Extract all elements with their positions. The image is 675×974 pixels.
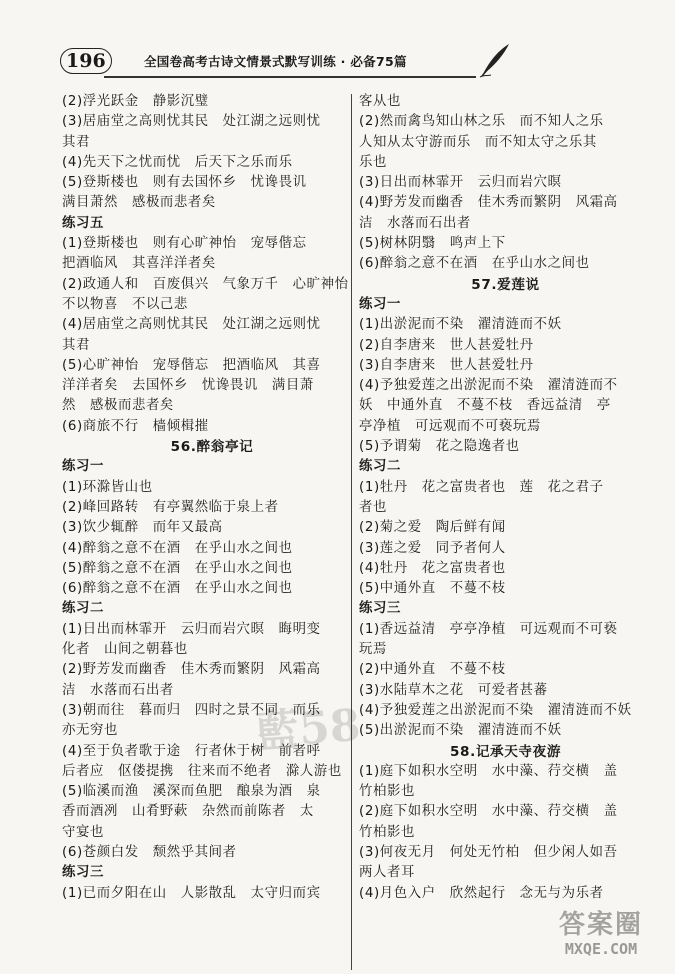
answer-line: 玩焉	[359, 642, 387, 658]
answer-line: (2)政通人和 百废俱兴 气象万千 心旷神怡	[62, 276, 349, 292]
answer-line: 客从也	[359, 94, 401, 109]
answer-line: (3)莲之爱 同予者何人	[359, 540, 506, 556]
column-divider	[351, 94, 352, 970]
answer-line: (2)自李唐来 世人甚爱牡丹	[359, 337, 534, 353]
stamp-title: 答案圈	[558, 910, 643, 940]
answer-line: (6)醉翁之意不在酒 在乎山水之间也	[62, 581, 293, 597]
page-header	[60, 46, 620, 86]
answer-line: (1)日出而林霏开 云归而岩穴暝 晦明变	[62, 621, 321, 637]
answer-line: (1)登斯楼也 则有心旷神怡 宠辱偕忘	[62, 236, 307, 252]
exercise-heading: 练习三	[62, 865, 104, 881]
section-title: 56.醉翁亭记	[170, 439, 254, 456]
exercise-heading: 练习五	[62, 215, 104, 231]
answer-line: (5)予谓菊 花之隐逸者也	[359, 439, 520, 455]
quill-pen-icon	[478, 42, 512, 78]
answer-line: (1)已而夕阳在山 人影散乱 太守归而宾	[62, 885, 321, 901]
answer-line: (3)朝而往 暮而归 四时之景不同 而乐	[62, 702, 321, 718]
watermark: 藍58	[253, 699, 363, 759]
exercise-heading: 练习一	[62, 459, 104, 475]
stamp-url: MXQE.COM	[564, 940, 638, 958]
answer-line: 洋洋者矣 去国怀乡 忧谗畏讥 满目萧	[62, 378, 314, 394]
answer-line: (5)心旷神怡 宠辱偕忘 把酒临风 其喜	[62, 357, 321, 373]
answer-line: (2)庭下如积水空明 水中藻、荇交横 盖	[359, 804, 618, 820]
answer-site-stamp	[541, 904, 661, 966]
answer-line: (5)树林阴翳 鸣声上下	[359, 236, 506, 252]
section-title: 58.记承天寺夜游	[449, 743, 562, 760]
answer-line: (4)先天下之忧而忧 后天下之乐而乐	[62, 154, 293, 170]
answer-line: (1)庭下如积水空明 水中藻、荇交横 盖	[359, 763, 618, 779]
answer-line: (3)居庙堂之高则忧其民 处江湖之远则忧	[62, 114, 321, 130]
answer-line: 其君	[62, 134, 90, 150]
answer-line: (5)中通外直 不蔓不枝	[359, 581, 506, 597]
exercise-heading: 练习一	[359, 296, 401, 312]
answer-line: 洁 水落而石出者	[62, 682, 174, 698]
answer-line: (3)日出而林霏开 云归而岩穴暝	[359, 175, 562, 191]
answer-line: (4)予独爱莲之出淤泥而不染 濯清涟而不妖	[359, 702, 632, 718]
exercise-heading: 练习二	[62, 601, 104, 617]
exercise-heading: 练习二	[359, 459, 401, 475]
answer-line: 竹柏影也	[359, 824, 415, 840]
answer-line: 者也	[359, 499, 387, 515]
answer-line: 乐也	[359, 154, 387, 170]
answer-line: 其君	[62, 337, 90, 353]
answer-line: 把酒临风 其喜洋洋者矣	[62, 256, 216, 272]
answer-line: 亦无穷也	[62, 723, 118, 739]
answer-line: (4)牡丹 花之富贵者也	[359, 560, 506, 576]
answer-line: (5)醉翁之意不在酒 在乎山水之间也	[62, 560, 293, 576]
answer-line: (1)环滁皆山也	[62, 479, 153, 495]
answer-line: (6)醉翁之意不在酒 在乎山水之间也	[359, 256, 590, 272]
page-number: 196	[60, 48, 112, 74]
answer-line: 洁 水落而石出者	[359, 215, 471, 231]
answer-line: 香而酒冽 山肴野蔌 杂然而前陈者 太	[62, 804, 314, 820]
answer-line: 化者 山间之朝暮也	[62, 642, 188, 658]
header-rule	[104, 76, 476, 78]
answer-line: (6)苍颜白发 颓然乎其间者	[62, 844, 237, 860]
answer-line: 然 感极而悲者矣	[62, 398, 174, 414]
answer-line: 竹柏影也	[359, 784, 415, 800]
answer-line: (4)月色入户 欣然起行 念无与为乐者	[359, 885, 604, 901]
left-column	[62, 92, 362, 904]
answer-line: 人知从太守游而乐 而不知太守之乐其	[359, 134, 597, 150]
answer-line: 满目萧然 感极而悲者矣	[62, 195, 216, 211]
answer-line: (6)商旅不行 樯倾楫摧	[62, 418, 209, 434]
answer-line: (2)然而禽鸟知山林之乐 而不知人之乐	[359, 114, 604, 130]
answer-line: (2)菊之爱 陶后鲜有闻	[359, 520, 506, 536]
answer-line: (5)出淤泥而不染 濯清涟而不妖	[359, 723, 562, 739]
answer-line: (3)何夜无月 何处无竹柏 但少闲人如吾	[359, 844, 618, 860]
section-title: 57.爱莲说	[471, 276, 540, 293]
answer-line: 妖 中通外直 不蔓不枝 香远益清 亭	[359, 398, 611, 414]
answer-line: (2)中通外直 不蔓不枝	[359, 662, 506, 678]
exercise-heading: 练习三	[359, 601, 401, 617]
answer-line: (4)居庙堂之高则忧其民 处江湖之远则忧	[62, 317, 321, 333]
answer-line: 后者应 伛偻提携 往来而不绝者 滁人游也	[62, 763, 342, 779]
answer-line: (4)野芳发而幽香 佳木秀而繁阴 风霜高	[359, 195, 618, 211]
answer-line: (4)醉翁之意不在酒 在乎山水之间也	[62, 540, 293, 556]
answer-line: (2)野芳发而幽香 佳木秀而繁阴 风霜高	[62, 662, 321, 678]
answer-line: (1)香远益清 亭亭净植 可远观而不可亵	[359, 621, 618, 637]
answer-line: 守宴也	[62, 824, 104, 840]
answer-line: (5)登斯楼也 则有去国怀乡 忧谗畏讥	[62, 175, 307, 191]
answer-line: (2)浮光跃金 静影沉璧	[62, 94, 209, 109]
answer-line: (4)予独爱莲之出淤泥而不染 濯清涟而不	[359, 378, 618, 394]
answer-line: (5)临溪而渔 溪深而鱼肥 酿泉为酒 泉	[62, 784, 321, 800]
answer-line: (1)牡丹 花之富贵者也 莲 花之君子	[359, 479, 604, 495]
answer-line: 亭净植 可远观而不可亵玩焉	[359, 418, 541, 434]
answer-line: (3)水陆草木之花 可爱者甚蕃	[359, 682, 548, 698]
answer-line: (1)出淤泥而不染 濯清涟而不妖	[359, 317, 562, 333]
answer-line: (2)峰回路转 有亭翼然临于泉上者	[62, 499, 279, 515]
answer-line: (3)自李唐来 世人甚爱牡丹	[359, 357, 534, 373]
answer-line: (4)至于负者歌于途 行者休于树 前者呼	[62, 743, 321, 759]
answer-line: 两人者耳	[359, 865, 415, 881]
header-title: 全国卷高考古诗文情景式默写训练 · 必备75篇	[144, 54, 407, 69]
right-column	[359, 92, 652, 904]
answer-line: (3)饮少辄醉 而年又最高	[62, 520, 223, 536]
answer-line: 不以物喜 不以己悲	[62, 296, 188, 312]
